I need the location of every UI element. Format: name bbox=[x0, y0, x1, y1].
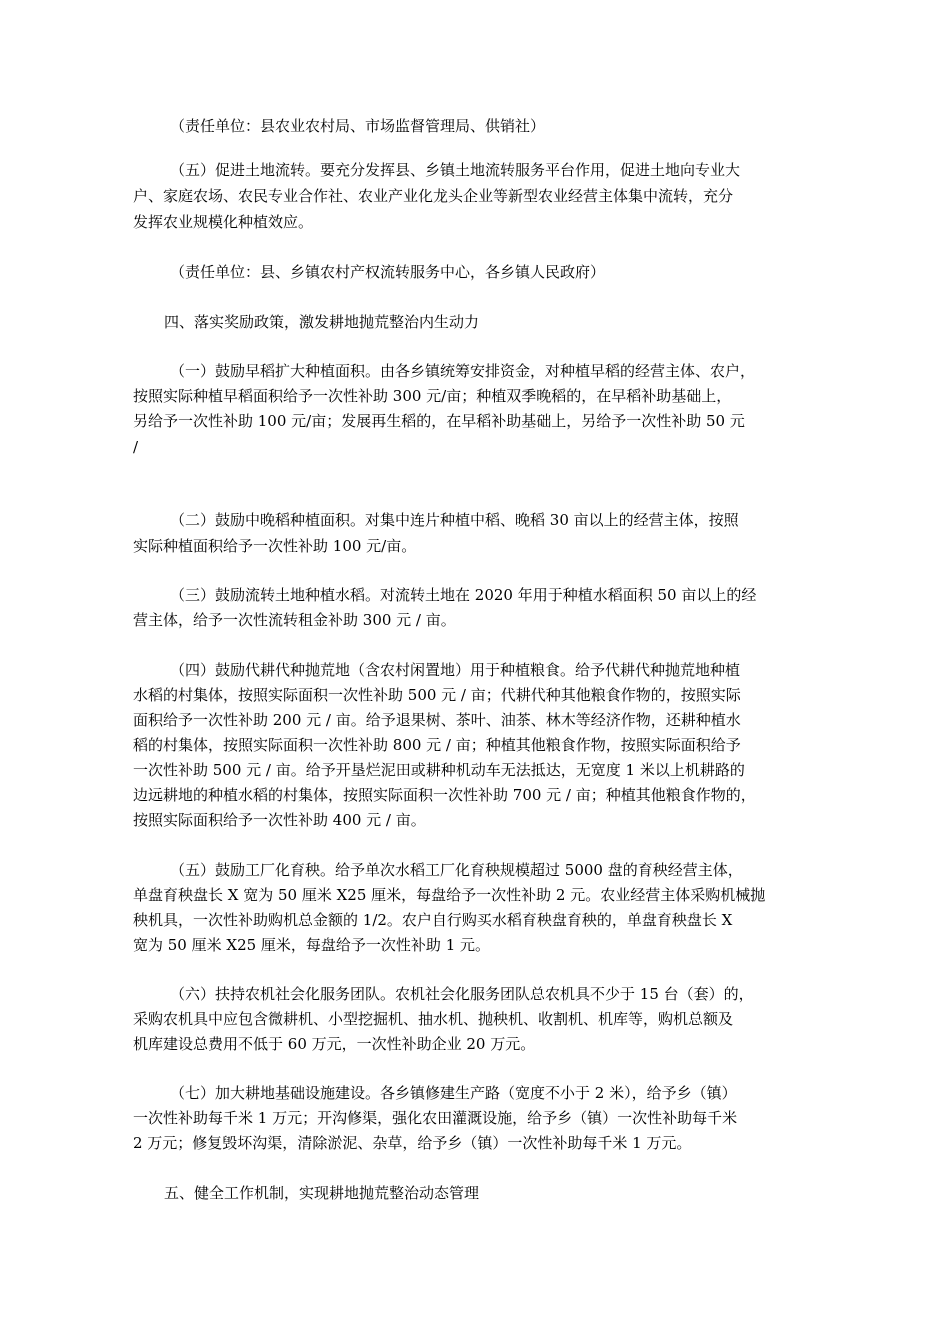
text-line: （三）鼓励流转土地种植水稻。对流转土地在 2020 年用于种植水稻面积 50 亩以上的经 bbox=[170, 586, 757, 604]
text-line: （责任单位：县、乡镇农村产权流转服务中心，各乡镇人民政府） bbox=[170, 263, 606, 281]
text-line: （五）促进土地流转。要充分发挥县、乡镇土地流转服务平台作用，促进土地向专业大 bbox=[170, 161, 741, 179]
text-line: 边远耕地的种植水稻的村集体，按照实际面积一次性补助 700 元 / 亩；种植其他粮食作物的， bbox=[133, 786, 756, 804]
text-line: 稻的村集体，按照实际面积一次性补助 800 元 / 亩；种植其他粮食作物，按照实际面积给予 bbox=[133, 736, 741, 754]
text-line: 宽为 50 厘米 X25 厘米，每盘给予一次性补助 1 元。 bbox=[133, 936, 491, 954]
text-line: 单盘育秧盘长 X 宽为 50 厘米 X25 厘米，每盘给予一次性补助 2 元。农业经营主体采购机械抛 bbox=[133, 886, 766, 904]
text-line: 实际种植面积给予一次性补助 100 元/亩。 bbox=[133, 537, 417, 555]
text-line: 户、家庭农场、农民专业合作社、农业产业化龙头企业等新型农业经营主体集中流转，充分 bbox=[133, 187, 734, 205]
text-line: （二）鼓励中晚稻种植面积。对集中连片种植中稻、晚稻 30 亩以上的经营主体，按照 bbox=[170, 511, 739, 529]
text-line: 发挥农业规模化种植效应。 bbox=[133, 213, 314, 231]
section-heading: 四、落实奖励政策，激发耕地抛荒整治内生动力 bbox=[164, 313, 480, 331]
text-line: 面积给予一次性补助 200 元 / 亩。给予退果树、茶叶、油茶、林木等经济作物，还耕种植水 bbox=[133, 711, 741, 729]
text-line: 采购农机具中应包含微耕机、小型挖掘机、抽水机、抛秧机、收割机、机库等，购机总额及 bbox=[133, 1010, 734, 1028]
text-line: / bbox=[133, 438, 139, 456]
text-line: 一次性补助每千米 1 万元；开沟修渠，强化农田灌溉设施，给予乡（镇）一次性补助每千米 bbox=[133, 1109, 738, 1127]
text-line: 另给予一次性补助 100 元/亩；发展再生稻的，在早稻补助基础上，另给予一次性补助 50 元 bbox=[133, 412, 745, 430]
text-line: （五）鼓励工厂化育秧。给予单次水稻工厂化育秧规模超过 5000 盘的育秧经营主体， bbox=[170, 861, 743, 879]
text-line: 一次性补助 500 元 / 亩。给予开垦烂泥田或耕种机动车无法抵达，无宽度 1 米以上机耕路的 bbox=[133, 761, 745, 779]
text-line: 水稻的村集体，按照实际面积一次性补助 500 元 / 亩；代耕代种其他粮食作物的，按照实际 bbox=[133, 686, 741, 704]
text-line: （一）鼓励早稻扩大种植面积。由各乡镇统筹安排资金，对种植早稻的经营主体、农户， bbox=[170, 362, 756, 380]
text-line: （七）加大耕地基础设施建设。各乡镇修建生产路（宽度不小于 2 米），给予乡（镇） bbox=[170, 1084, 737, 1102]
text-line: 按照实际面积给予一次性补助 400 元 / 亩。 bbox=[133, 811, 426, 829]
text-line: 2 万元；修复毁坏沟渠，清除淤泥、杂草，给予乡（镇）一次性补助每千米 1 万元。 bbox=[133, 1134, 692, 1152]
text-line: 机库建设总费用不低于 60 万元，一次性补助企业 20 万元。 bbox=[133, 1035, 536, 1053]
section-heading: 五、健全工作机制，实现耕地抛荒整治动态管理 bbox=[164, 1184, 480, 1202]
text-line: 按照实际种植早稻面积给予一次性补助 300 元/亩；种植双季晚稻的，在早稻补助基础上， bbox=[133, 387, 732, 405]
text-line: （四）鼓励代耕代种抛荒地（含农村闲置地）用于种植粮食。给予代耕代种抛荒地种植 bbox=[170, 661, 741, 679]
text-line: 营主体，给予一次性流转租金补助 300 元 / 亩。 bbox=[133, 611, 456, 629]
text-line: （责任单位：县农业农村局、市场监督管理局、供销社） bbox=[170, 117, 546, 135]
text-line: （六）扶持农机社会化服务团队。农机社会化服务团队总农机具不少于 15 台（套）的， bbox=[170, 985, 754, 1003]
text-line: 秧机具，一次性补助购机总金额的 1/2。农户自行购买水稻育秧盘育秧的，单盘育秧盘长 X bbox=[133, 911, 733, 929]
